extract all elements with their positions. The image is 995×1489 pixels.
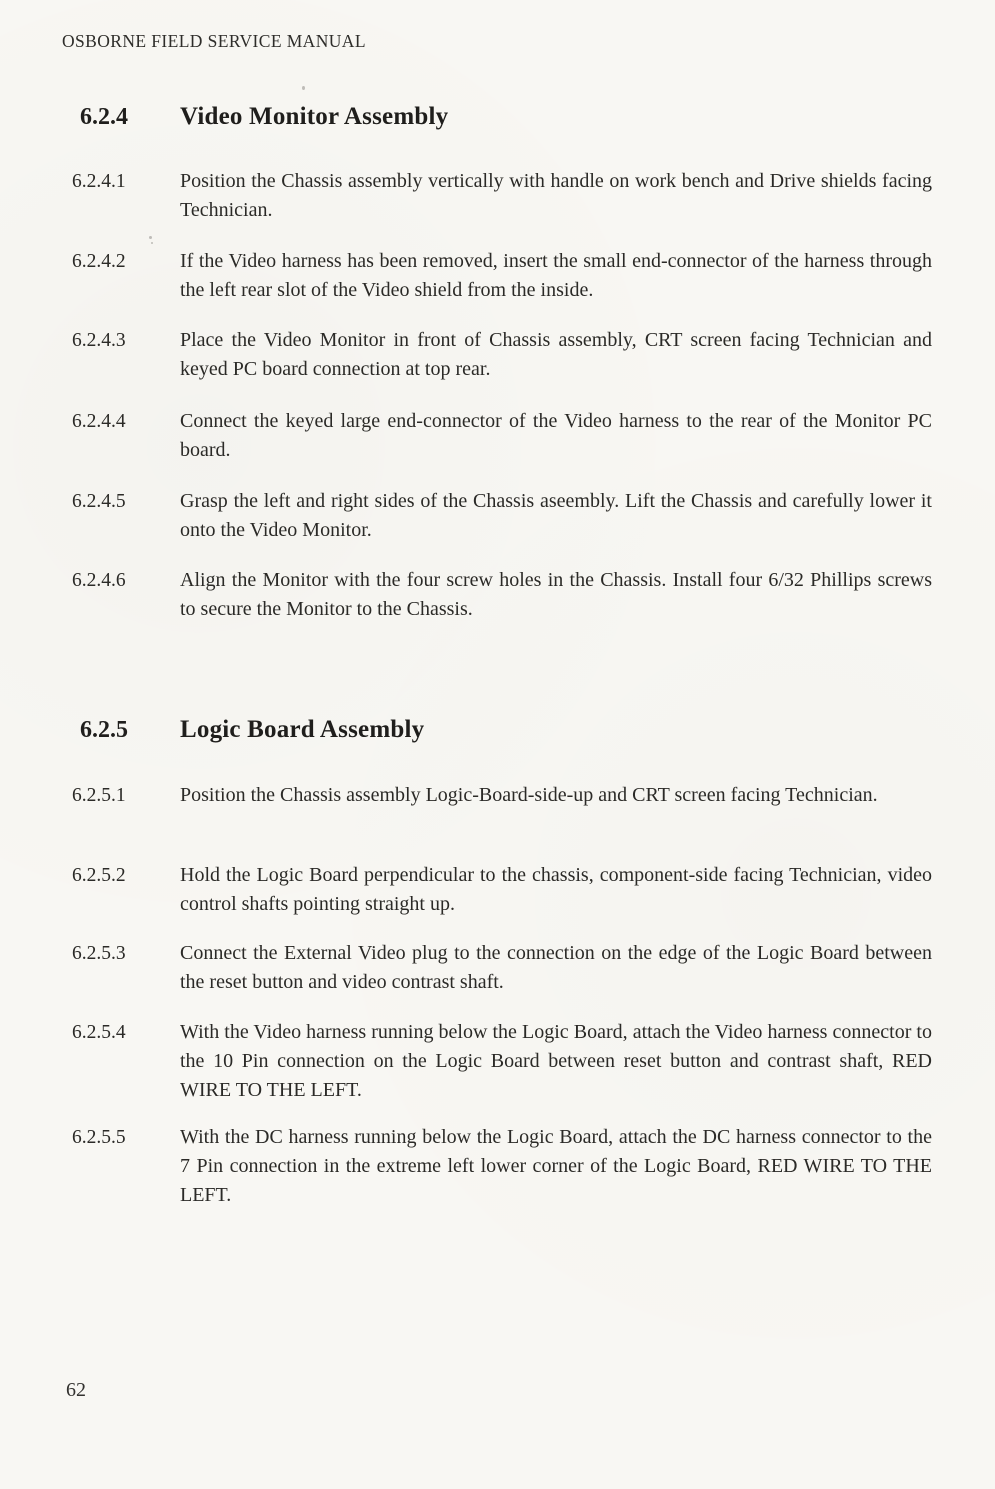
procedure-step [72, 861, 934, 919]
section-number: 6.2.4 [80, 104, 128, 130]
step-text: Grasp the left and right sides of the Chassis aseembly. Lift the Chassis and carefully lower it onto the Video Monitor. [180, 490, 932, 541]
section-number: 6.2.5 [80, 717, 128, 743]
procedure-step [72, 1018, 934, 1105]
section-heading-logic-board [80, 716, 424, 744]
procedure-step [72, 407, 934, 465]
procedure-step [72, 167, 934, 225]
step-number: 6.2.4.4 [72, 411, 126, 432]
step-text: Hold the Logic Board perpendicular to the chassis, component-side facing Technician, video control shafts pointing straight up. [180, 864, 932, 915]
procedure-step [72, 326, 934, 384]
procedure-step [72, 1123, 934, 1210]
step-text: Connect the keyed large end-connector of the Video harness to the rear of the Monitor PC board. [180, 410, 932, 461]
step-number: 6.2.5.1 [72, 785, 126, 806]
step-text: With the Video harness running below the Logic Board, attach the Video harness connector to the 10 Pin connection on the Logic Board between reset button and contrast shaft, RED WIRE TO THE LEFT. [180, 1021, 932, 1101]
step-number: 6.2.4.5 [72, 491, 126, 512]
procedure-step [72, 487, 934, 545]
page-number: 62 [66, 1379, 86, 1401]
procedure-step [72, 939, 934, 997]
step-number: 6.2.5.2 [72, 865, 126, 886]
scan-speck [302, 86, 305, 90]
step-text: Position the Chassis assembly vertically with handle on work bench and Drive shields facing Technician. [180, 170, 932, 221]
scan-speck [151, 242, 153, 244]
step-text: If the Video harness has been removed, insert the small end-connector of the harness through the left rear slot of the Video shield from the inside. [180, 250, 932, 301]
step-text: Align the Monitor with the four screw holes in the Chassis. Install four 6/32 Phillips screws to secure the Monitor to the Chassis. [180, 569, 932, 620]
procedure-step [72, 247, 934, 305]
procedure-step [72, 781, 934, 810]
step-number: 6.2.5.3 [72, 943, 126, 964]
section-heading-video-monitor [80, 103, 448, 131]
scan-speck [149, 236, 152, 239]
step-text: Position the Chassis assembly Logic-Board-side-up and CRT screen facing Technician. [180, 784, 878, 806]
step-text: Place the Video Monitor in front of Chassis assembly, CRT screen facing Technician and keyed PC board connection at top rear. [180, 329, 932, 380]
step-number: 6.2.4.3 [72, 330, 126, 351]
section-title: Logic Board Assembly [180, 716, 425, 743]
step-number: 6.2.4.6 [72, 570, 126, 591]
step-number: 6.2.5.5 [72, 1127, 126, 1148]
section-title: Video Monitor Assembly [180, 103, 449, 130]
step-text: With the DC harness running below the Logic Board, attach the DC harness connector to the 7 Pin connection in the extreme left lower corner of the Logic Board, RED WIRE TO THE LEFT. [180, 1126, 932, 1206]
step-number: 6.2.4.1 [72, 171, 126, 192]
step-number: 6.2.5.4 [72, 1022, 126, 1043]
step-text: Connect the External Video plug to the connection on the edge of the Logic Board between the reset button and video contrast shaft. [180, 942, 932, 993]
manual-title-header: OSBORNE FIELD SERVICE MANUAL [62, 31, 366, 51]
step-number: 6.2.4.2 [72, 251, 126, 272]
procedure-step [72, 566, 934, 624]
